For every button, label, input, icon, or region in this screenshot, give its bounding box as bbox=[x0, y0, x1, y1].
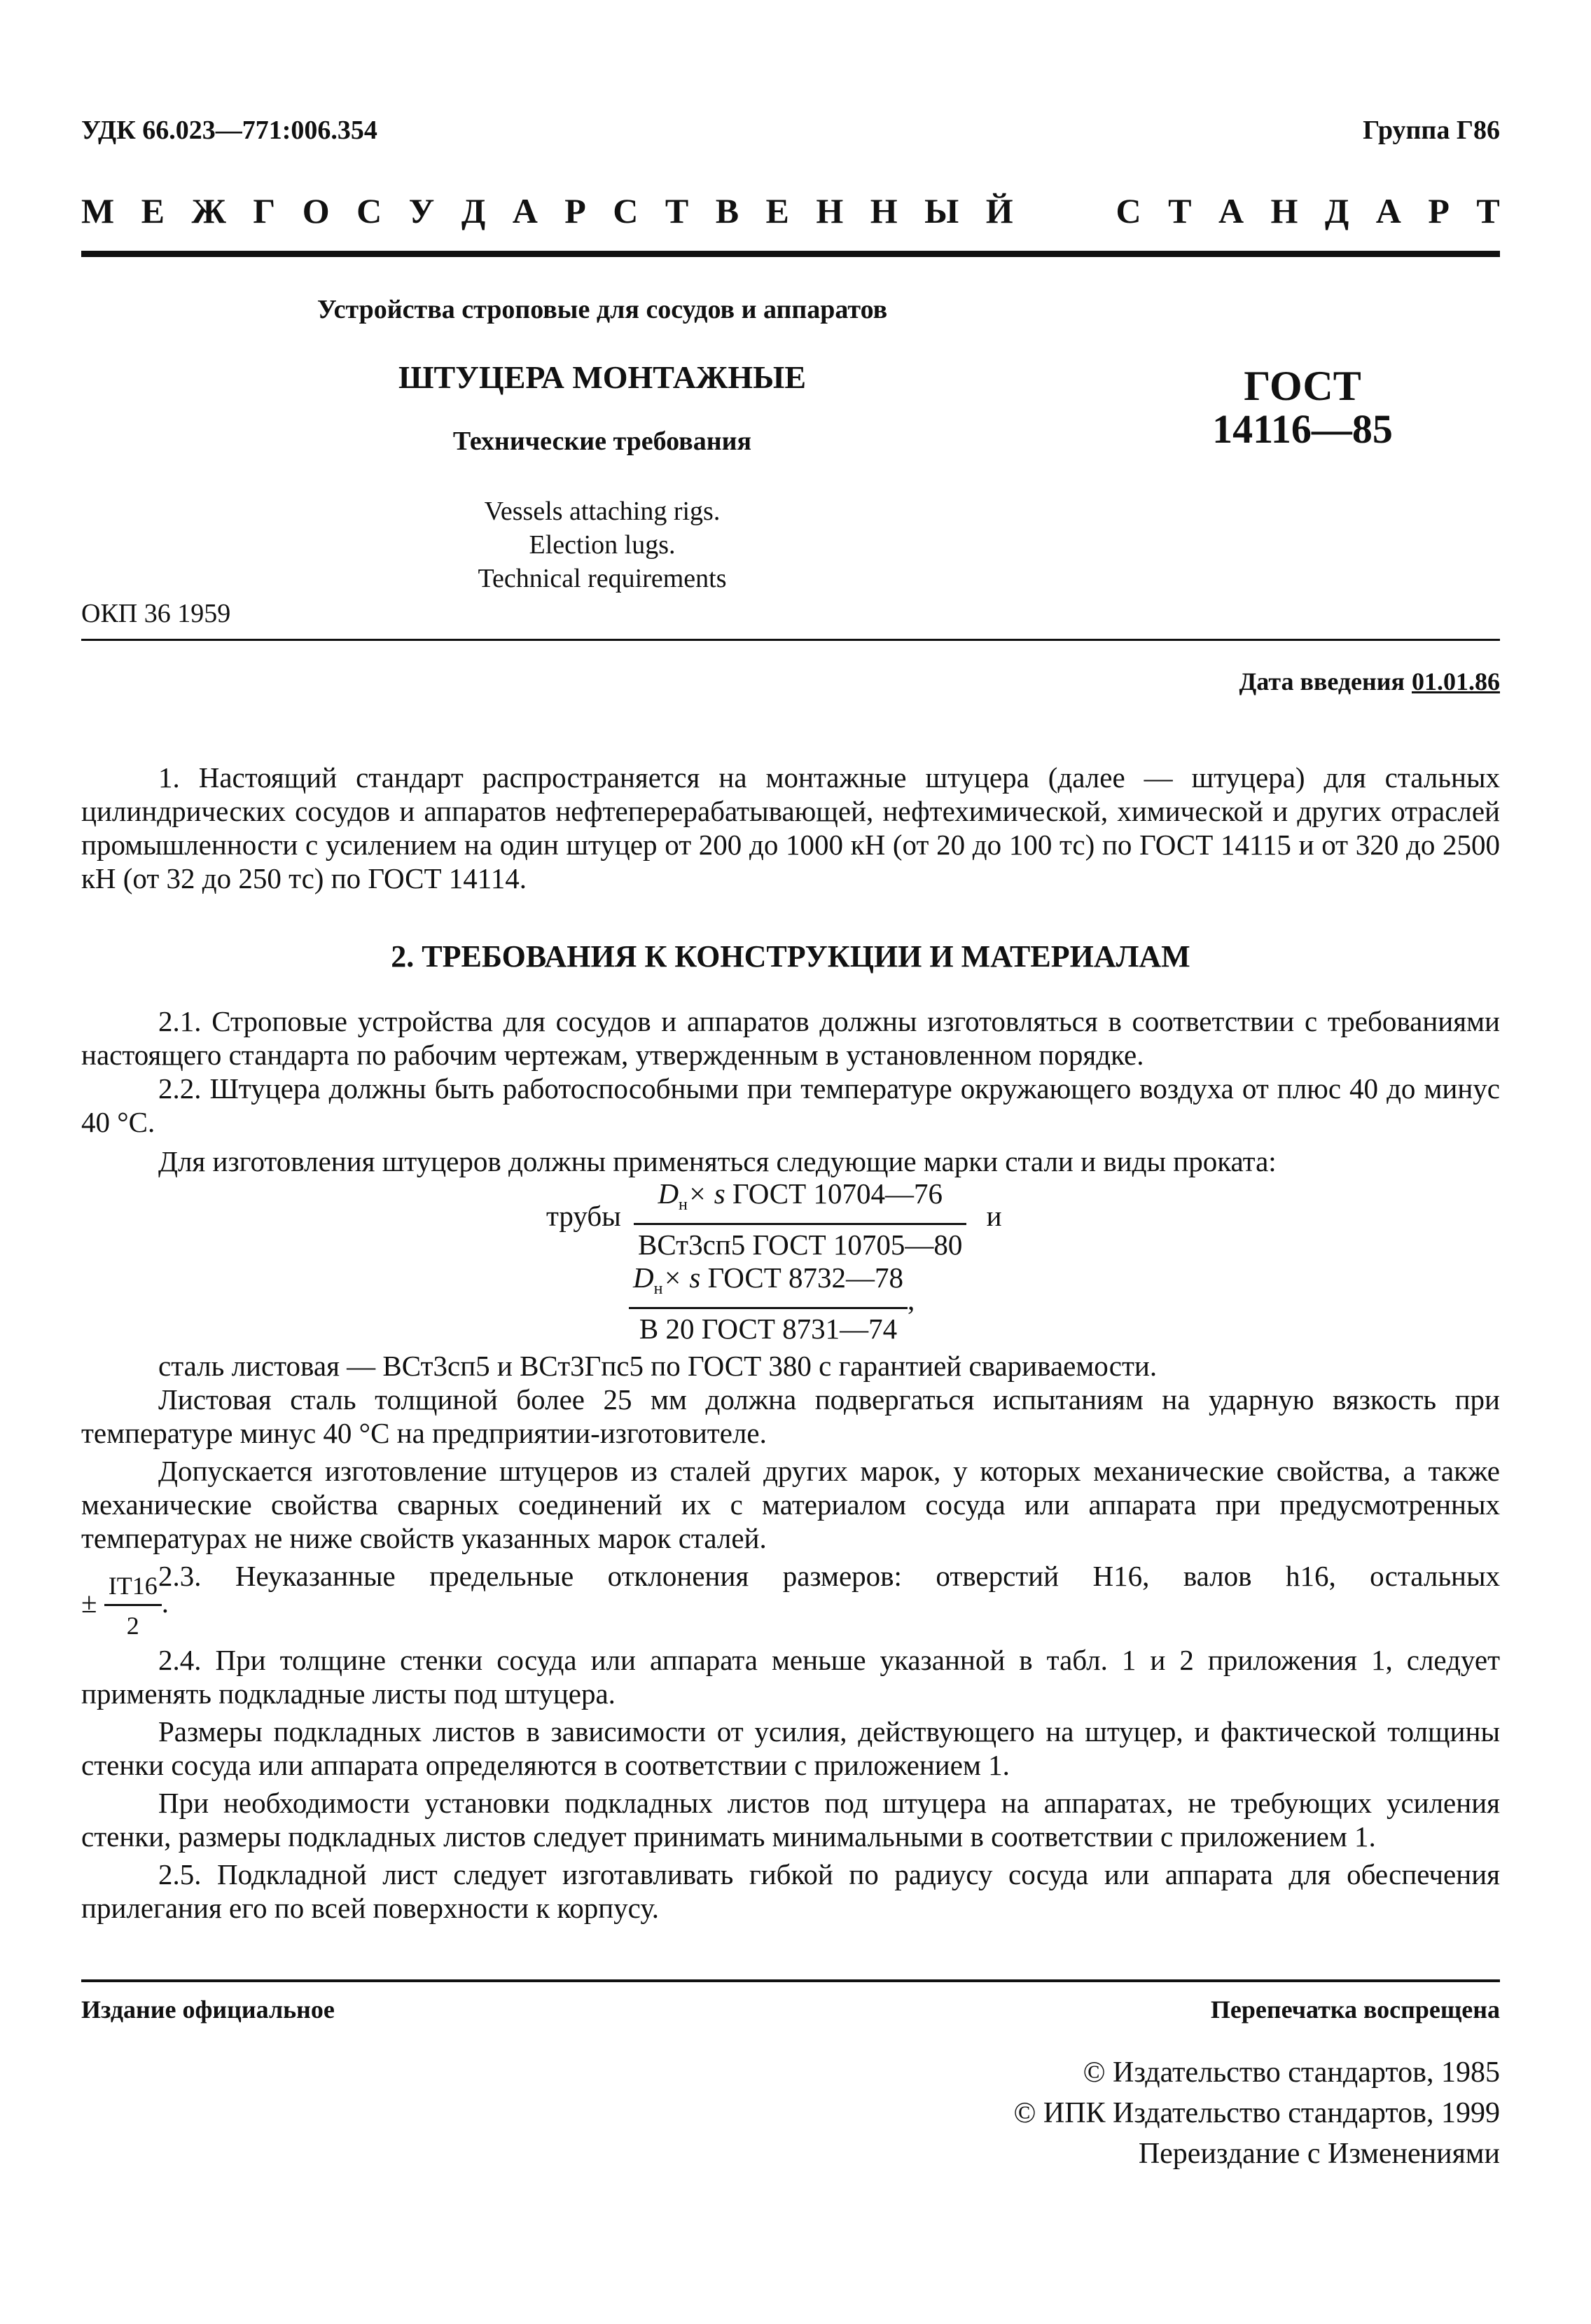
section-2-middle bbox=[81, 1349, 1500, 1593]
banner-letter: Н bbox=[816, 191, 844, 230]
tolerance-formula bbox=[81, 1569, 169, 1642]
paragraph-other-grades: Допускается изготовление штуцеров из сталей других марок, у которых механические свойства, а также механические свойства сварных соединений их с материалом сосуда или аппарата при предусмотренных температурах не ниже свойств указанных марок сталей. bbox=[81, 1455, 1500, 1554]
banner-letter: У bbox=[408, 191, 435, 230]
paragraph-sheet-steel: сталь листовая — ВСт3сп5 и ВСт3Гпс5 по ГОСТ 380 с гарантией свариваемости. bbox=[158, 1350, 1158, 1382]
banner-letter: А bbox=[1375, 191, 1401, 230]
pipes-label: трубы bbox=[546, 1200, 621, 1232]
banner-letter: Ы bbox=[924, 191, 959, 230]
banner-letter: С bbox=[356, 191, 382, 230]
banner-letter: Р bbox=[564, 191, 586, 230]
banner-letter: Ж bbox=[191, 191, 226, 230]
document-subtitle: Устройства строповые для сосудов и аппаратов bbox=[317, 295, 888, 324]
header-rule bbox=[81, 251, 1500, 257]
formula-denominator: В 20 ГОСТ 8731—74 bbox=[639, 1313, 898, 1346]
udk-code: УДК 66.023—771:006.354 bbox=[81, 116, 377, 145]
formula-comma: , bbox=[908, 1284, 915, 1316]
tolerance-numerator: IT16 bbox=[104, 1569, 162, 1606]
document-tech-subtitle: Технические требования bbox=[452, 427, 752, 456]
formula-numerator: $D_н\times s$ ГОСТ 8732—78 bbox=[629, 1261, 908, 1309]
english-title-line: Technical requirements bbox=[478, 564, 727, 593]
gost-designation bbox=[1148, 364, 1457, 451]
reissue-note: Переиздание с Изменениями bbox=[1138, 2138, 1500, 2170]
paragraph-2-4-sizes: Размеры подкладных листов в зависимости от усилия, действующего на штуцер, и фактической толщины стенки сосуда или аппарата определяются в соответствии с приложением 1. bbox=[81, 1715, 1500, 1781]
paragraph-2-2: 2.2. Штуцера должны быть работоспособными при температуре окружающего воздуха от плюс 40 до минус 40 °С. bbox=[81, 1072, 1500, 1138]
section-2-bottom bbox=[81, 1643, 1500, 1925]
tolerance-denominator: 2 bbox=[126, 1612, 139, 1640]
banner-letter: С bbox=[1116, 191, 1141, 230]
banner-letter: Е bbox=[765, 191, 789, 230]
banner-letter: Д bbox=[461, 191, 486, 230]
plus-minus: ± bbox=[81, 1586, 97, 1619]
formula-numerator: $D_н\times s$ ГОСТ 10704—76 bbox=[634, 1177, 966, 1225]
section-2-top bbox=[81, 1004, 1500, 1178]
paragraph-2-1: 2.1. Строповые устройства для сосудов и аппаратов должны изготовляться в соответствии с требованиями настоящего стандарта по рабочим чертежам, утвержденным в установленном порядке. bbox=[81, 1005, 1500, 1071]
english-title-line: Vessels attaching rigs. bbox=[484, 497, 721, 526]
date-label: Дата введения bbox=[1239, 668, 1405, 696]
paragraph-2-4-minimal: При необходимости установки подкладных листов под штуцера на аппаратах, не требующих усиления стенки, размеры подкладных листов следует принимать минимальными в соответствии с приложением 1. bbox=[81, 1787, 1500, 1853]
paragraph-2-5: 2.5. Подкладной лист следует изготавливать гибкой по радиусу сосуда или аппарата для обеспечения прилегания его по всей поверхности к корпусу. bbox=[81, 1858, 1500, 1924]
pipes-formula-1 bbox=[546, 1177, 1002, 1261]
paragraph-impact-test: Листовая сталь толщиной более 25 мм должна подвергаться испытаниям на ударную вязкость при температуре минус 40 °С на предприятии-изготовителе. bbox=[81, 1383, 1500, 1449]
paragraph-2-2-steel: Для изготовления штуцеров должны применяться следующие марки стали и виды проката: bbox=[158, 1145, 1277, 1177]
copyright-line: © Издательство стандартов, 1985 bbox=[1083, 2056, 1500, 2089]
reprint-notice: Перепечатка воспрещена bbox=[1210, 1996, 1500, 2024]
copyright-line: © ИПК Издательство стандартов, 1999 bbox=[1013, 2097, 1500, 2129]
banner-letter: Н bbox=[870, 191, 898, 230]
paragraph-2-4: 2.4. При толщине стенки сосуда или аппарата меньше указанной в табл. 1 и 2 приложения 1, следует применять подкладные листы под штуцера. bbox=[81, 1644, 1500, 1710]
banner-letter: Т bbox=[1476, 191, 1500, 230]
english-title-line: Election lugs. bbox=[529, 530, 676, 560]
official-edition: Издание официальное bbox=[81, 1996, 335, 2024]
title-rule bbox=[81, 639, 1500, 641]
formula-denominator: ВСт3сп5 ГОСТ 10705—80 bbox=[638, 1229, 963, 1261]
banner-letter: А bbox=[512, 191, 538, 230]
gost-number: 14116—85 bbox=[1212, 406, 1393, 452]
group-code: Группа Г86 bbox=[1363, 116, 1500, 145]
banner-letter: Е bbox=[141, 191, 165, 230]
tolerance-period: . bbox=[161, 1586, 169, 1619]
english-title bbox=[259, 494, 945, 595]
banner-letter: Д bbox=[1324, 191, 1349, 230]
gost-word: ГОСТ bbox=[1244, 363, 1361, 409]
banner-letter: Й bbox=[985, 191, 1013, 230]
banner-letter: В bbox=[715, 191, 739, 230]
paragraph-1: 1. Настоящий стандарт распространяется на монтажные штуцера (далее — штуцера) для стальных цилиндрических сосудов и аппаратов нефтеперерабатывающей, нефтехимической, химической и других отраслей промышленности с усилением на один штуцер от 200 до 1000 кН (от 20 до 100 тс) по ГОСТ 14115 и от 320 до 2500 кН (от 32 до 250 тс) по ГОСТ 14114. bbox=[81, 761, 1500, 894]
introduction-date bbox=[1239, 667, 1501, 696]
footer-rule bbox=[81, 1979, 1500, 1982]
banner-letter: М bbox=[81, 191, 115, 230]
banner-letter: С bbox=[613, 191, 639, 230]
banner-letter: О bbox=[302, 191, 330, 230]
copyright-block bbox=[1013, 2052, 1500, 2174]
banner-letter: Н bbox=[1270, 191, 1298, 230]
banner-letter: А bbox=[1218, 191, 1244, 230]
date-value: 01.01.86 bbox=[1412, 668, 1500, 696]
tolerance-fraction bbox=[104, 1569, 162, 1642]
standard-banner bbox=[81, 191, 1500, 231]
formula-fraction bbox=[634, 1177, 966, 1261]
banner-letter: Р bbox=[1428, 191, 1450, 230]
paragraph-2-3: 2.3. Неуказанные предельные отклонения размеров: отверстий Н16, валов h16, остальных bbox=[158, 1560, 1500, 1592]
section-1 bbox=[81, 761, 1500, 895]
formula-fraction bbox=[629, 1261, 908, 1346]
document-title: ШТУЦЕРА МОНТАЖНЫЕ bbox=[398, 359, 807, 395]
banner-letter: Т bbox=[1168, 191, 1192, 230]
banner-letter: Г bbox=[253, 191, 276, 230]
okp-code: ОКП 36 1959 bbox=[81, 599, 231, 628]
pipes-formula-2 bbox=[629, 1261, 915, 1346]
banner-letter: Т bbox=[665, 191, 689, 230]
section-2-heading: 2. ТРЕБОВАНИЯ К КОНСТРУКЦИИ И МАТЕРИАЛАМ bbox=[391, 939, 1190, 974]
formula-and: и bbox=[986, 1200, 1002, 1232]
